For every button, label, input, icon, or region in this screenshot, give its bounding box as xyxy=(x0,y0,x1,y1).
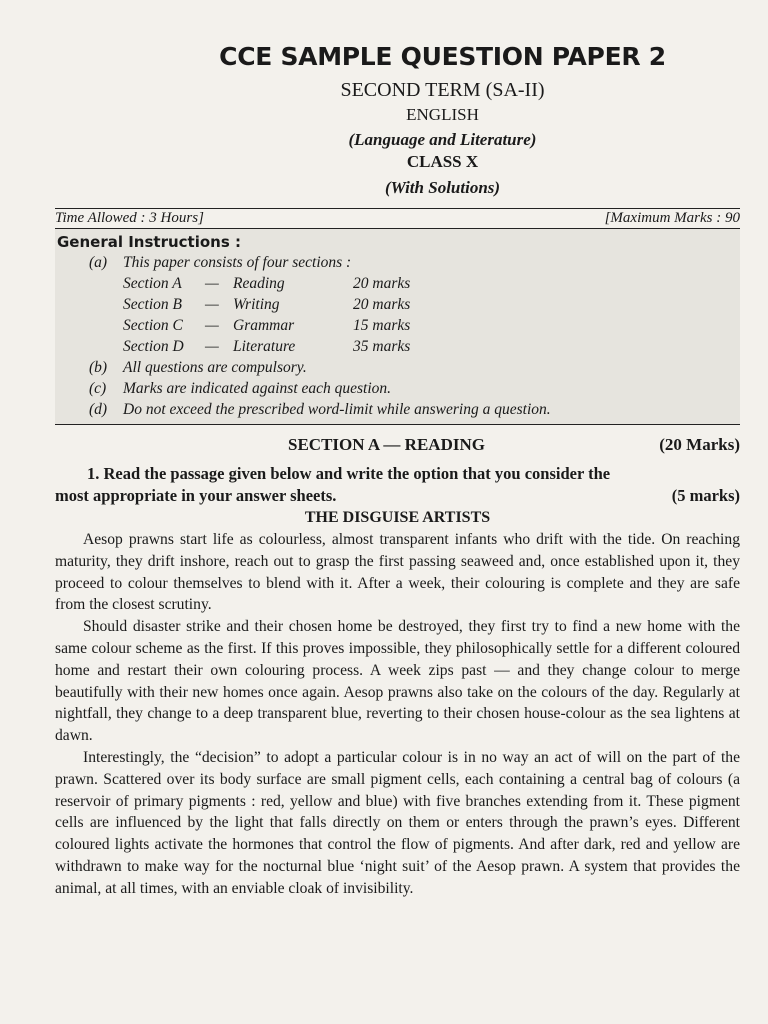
instruction-item xyxy=(57,252,738,273)
section-row xyxy=(57,315,738,336)
paper-title: CCE SAMPLE QUESTION PAPER 2 xyxy=(219,42,666,71)
instructions-title: General Instructions : xyxy=(57,233,241,251)
instruction-text: Do not exceed the prescribed word-limit while answering a question. xyxy=(123,401,551,418)
instruction-text: This paper consists of four sections : xyxy=(123,254,352,271)
instruction-text: Marks are indicated against each question. xyxy=(123,380,392,397)
passage-paragraph: Should disaster strike and their chosen home be destroyed, they first try to find a new home with the same colour scheme as the first. If this proves impossible, they philosophically settle for a different coloured home and restart their own colouring process. A week zips past — and they change colour to merge beautifully with their new homes once again. Aesop prawns also take on the colours of the day. Regularly at nightfall, they change to a deep transparent blue, reverting to their chosen house-colour as the sea lightens at dawn. xyxy=(55,618,740,745)
section-dash: — xyxy=(205,317,219,334)
section-a-marks: (20 Marks) xyxy=(659,435,740,454)
passage-paragraph: Aesop prawns start life as colourless, almost transparent infants who drift with the tide. On reaching maturity, they drift inshore, reach out to grasp the first passing seaweed and, once established upon it, they proceed to colour themselves to blend with it. After a week, their colouring is complete and they are safe from the closest scrutiny. xyxy=(55,531,740,614)
instruction-label: (d) xyxy=(89,401,108,418)
passage-paragraph: Interestingly, the “decision” to adopt a particular colour is in no way an act of will on the part of the prawn. Scattered over its body surface are small pigment cells, each containing a central bag of colours (a reservoir of primary pigments : red, yellow and blue) with five branches extending from it. These pigment cells are influenced by the light that falls directly on them or enters through the prawn’s eyes. Different coloured lights activate the hormones that control the flow of pigments. And after dark, red and yellow are withdrawn to make way for the nocturnal blue ‘night suit’ of the Aesop prawn. A system that provides the animal, at all times, with an enviable cloak of invisibility. xyxy=(55,748,740,897)
subject-subtitle: (Language and Literature) xyxy=(348,130,537,149)
time-allowed: Time Allowed : 3 Hours] xyxy=(55,210,204,226)
section-name: Section A xyxy=(123,275,182,292)
passage-title: THE DISGUISE ARTISTS xyxy=(304,509,491,526)
instruction-item xyxy=(57,357,738,378)
term-heading: SECOND TERM (SA-II) xyxy=(340,79,545,101)
question-1-marks: (5 marks) xyxy=(671,486,740,505)
section-row xyxy=(57,336,738,357)
section-topic: Grammar xyxy=(233,317,295,334)
section-a-title: SECTION A — READING xyxy=(288,435,485,454)
question-1-text: 1. Read the passage given below and write the option that you consider the xyxy=(87,464,611,483)
section-topic: Literature xyxy=(233,338,296,355)
section-name: Section D xyxy=(123,338,184,355)
section-topic: Writing xyxy=(233,296,280,313)
section-marks: 15 marks xyxy=(353,317,411,334)
section-row xyxy=(57,273,738,294)
question-1-continuation: most appropriate in your answer sheets. xyxy=(55,486,337,505)
instruction-label: (c) xyxy=(89,380,107,397)
class-heading: CLASS X xyxy=(406,152,479,171)
subject-heading: ENGLISH xyxy=(406,105,479,124)
solutions-note: (With Solutions) xyxy=(384,178,501,197)
question-1-line xyxy=(55,485,740,507)
maximum-marks: [Maximum Marks : 90 xyxy=(604,210,740,226)
time-marks-row xyxy=(55,208,740,229)
section-marks: 20 marks xyxy=(353,275,411,292)
section-name: Section B xyxy=(123,296,182,313)
instruction-label: (b) xyxy=(89,359,108,376)
instruction-label: (a) xyxy=(89,254,108,271)
section-name: Section C xyxy=(123,317,183,334)
instruction-text: All questions are compulsory. xyxy=(123,359,307,376)
section-marks: 20 marks xyxy=(353,296,411,313)
instruction-item xyxy=(57,399,738,420)
instruction-item xyxy=(57,378,738,399)
section-dash: — xyxy=(205,296,219,313)
section-topic: Reading xyxy=(233,275,285,292)
section-marks: 35 marks xyxy=(353,338,411,355)
section-a-heading xyxy=(55,435,740,455)
section-dash: — xyxy=(205,275,219,292)
section-row xyxy=(57,294,738,315)
general-instructions xyxy=(55,229,740,425)
section-dash: — xyxy=(205,338,219,355)
